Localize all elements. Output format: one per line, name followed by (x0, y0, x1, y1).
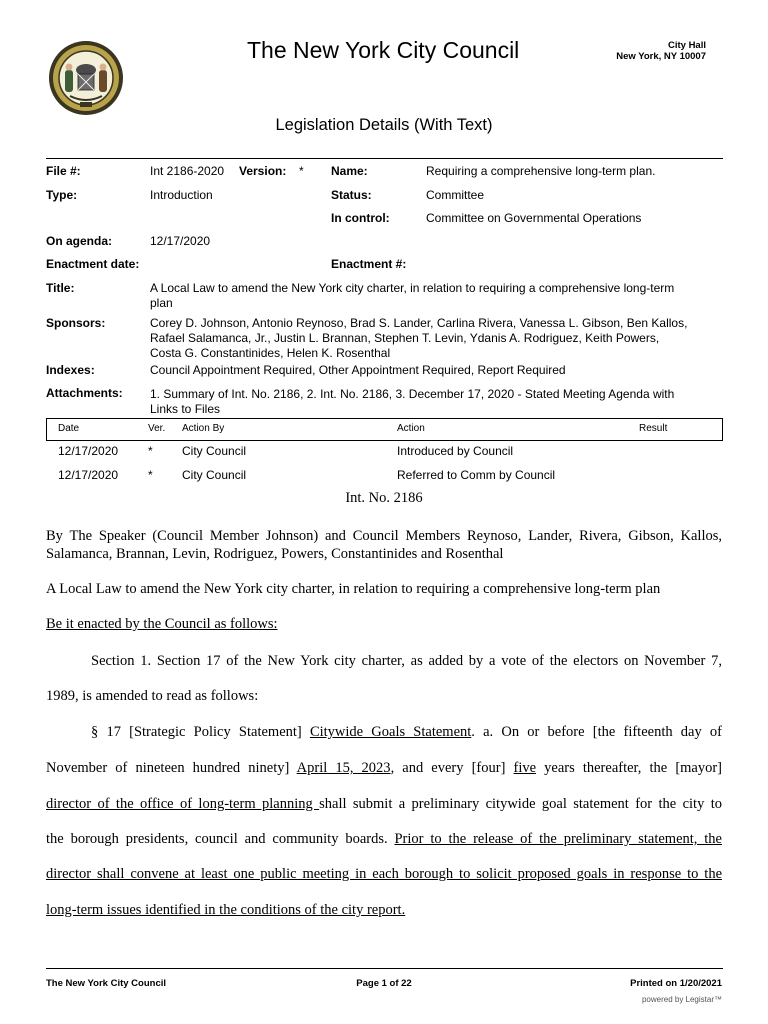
version-label: Version: (239, 164, 287, 178)
local-law-title: A Local Law to amend the New York city charter, in relation to requiring a comprehensive long-term plan (46, 581, 661, 597)
underlined-addition: five (513, 760, 537, 776)
underlined-addition: Prior to the release of the preliminary statement, the (394, 831, 722, 847)
header-divider (46, 158, 723, 159)
attachments-line: 1. Summary of Int. No. 2186, 2. Int. No. 2186, 3. December 17, 2020 - Stated Meeting Agenda with (150, 387, 675, 401)
column-header-action: Action (397, 423, 425, 434)
enacting-clause: Be it enacted by the Council as follows: (46, 616, 278, 632)
indexes-value: Council Appointment Required, Other Appointment Required, Report Required (150, 363, 566, 377)
title-value (150, 281, 722, 311)
in-control-value: Committee on Governmental Operations (426, 211, 642, 225)
indexes-label: Indexes: (46, 363, 95, 377)
nyc-council-seal-logo (48, 40, 124, 116)
text-run: the borough presidents, council and community boards. (46, 831, 395, 847)
section-17-line (91, 724, 722, 741)
action-description: Referred to Comm by Council (397, 468, 556, 482)
column-header-version: Ver. (148, 423, 166, 434)
council-name-heading: The New York City Council (247, 37, 520, 63)
sponsors-value (150, 316, 722, 361)
sponsors-label: Sponsors: (46, 316, 106, 330)
sponsor-statement (46, 527, 722, 563)
section-1-line: Section 1. Section 17 of the New York city charter, as added by a vote of the electors on November 7, (91, 653, 722, 669)
text-run: years thereafter, the [mayor] (536, 760, 723, 776)
section-17-line: long-term issues identified in the conditions of the city report. (46, 902, 406, 918)
attachments-label: Attachments: (46, 386, 123, 400)
action-by: City Council (182, 468, 247, 482)
version-value: * (299, 164, 304, 178)
name-value: Requiring a comprehensive long-term plan. (426, 164, 656, 178)
type-label: Type: (46, 188, 78, 202)
section-17-line (46, 796, 722, 813)
action-description: Introduced by Council (397, 444, 514, 458)
title-label: Title: (46, 281, 75, 295)
file-number-value: Int 2186-2020 (150, 164, 225, 178)
status-label: Status: (331, 188, 372, 202)
address-line-1: City Hall (667, 40, 706, 51)
type-value: Introduction (150, 188, 213, 202)
sponsors-line: Costa G. Constantinides, Helen K. Rosenthal (150, 346, 391, 360)
status-value: Committee (426, 188, 485, 202)
name-label: Name: (331, 164, 368, 178)
section-1-line: 1989, is amended to read as follows: (46, 688, 259, 704)
bracketed-deletion: § 17 [Strategic Policy Statement] (91, 724, 310, 740)
action-history-header (46, 418, 723, 441)
title-line: plan (150, 296, 173, 310)
action-version: * (148, 468, 153, 482)
enactment-date-label: Enactment date: (46, 257, 140, 271)
text-run: . a. On or before [the fifteenth day of (471, 724, 722, 740)
action-by: City Council (182, 444, 247, 458)
council-address (600, 40, 706, 62)
printed-date: Printed on 1/20/2021 (630, 978, 722, 989)
action-version: * (148, 444, 153, 458)
underlined-addition: director of the office of long-term planning (46, 796, 320, 812)
in-control-label: In control: (331, 211, 390, 225)
column-header-date: Date (58, 423, 80, 434)
powered-by-legistar: powered by Legistar™ (641, 995, 722, 1004)
text-run: , and every [four] (390, 760, 514, 776)
enactment-number-label: Enactment #: (331, 257, 407, 271)
on-agenda-label: On agenda: (46, 234, 113, 248)
action-date: 12/17/2020 (58, 468, 119, 482)
column-header-result: Result (639, 423, 668, 434)
sponsor-statement-line: Salamanca, Brannan, Levin, Rodriguez, Powers, Constantinides and Rosenthal (46, 546, 504, 562)
sponsors-line: Corey D. Johnson, Antonio Reynoso, Brad S. Lander, Carlina Rivera, Vanessa L. Gibson, Ben Kallos, (150, 316, 688, 330)
section-17-line: director shall convene at least one public meeting in each borough to solicit proposed goals in response to the (46, 866, 722, 882)
sponsors-line: Rafael Salamanca, Jr., Justin L. Brannan, Stephen T. Levin, Ydanis A. Rodriguez, Keith Powers, (150, 331, 660, 345)
address-line-2: New York, NY 10007 (616, 51, 706, 62)
column-header-action-by: Action By (182, 423, 225, 434)
footer-divider (46, 968, 723, 969)
text-run: shall submit a preliminary citywide goal statement for the city to (319, 796, 722, 812)
footer-council-name: The New York City Council (46, 978, 167, 989)
section-17-line (46, 831, 722, 848)
intro-number: Int. No. 2186 (345, 490, 423, 506)
page-number: Page 1 of 22 (356, 978, 412, 989)
bracketed-deletion: November of nineteen hundred ninety] (46, 760, 297, 776)
section-17-line (46, 760, 722, 777)
sponsor-statement-line: By The Speaker (Council Member Johnson) and Council Members Reynoso, Lander, Rivera, Gibson, Kallos, (46, 528, 722, 544)
underlined-addition: April 15, 2023 (296, 760, 391, 776)
title-line: A Local Law to amend the New York city charter, in relation to requiring a comprehensive long-term (150, 281, 675, 295)
attachments-line: Links to Files (150, 402, 221, 416)
action-date: 12/17/2020 (58, 444, 119, 458)
on-agenda-value: 12/17/2020 (150, 234, 211, 248)
underlined-addition: Citywide Goals Statement (309, 724, 472, 740)
attachments-value (150, 387, 722, 417)
file-number-label: File #: (46, 164, 81, 178)
page-title: Legislation Details (With Text) (275, 116, 493, 134)
